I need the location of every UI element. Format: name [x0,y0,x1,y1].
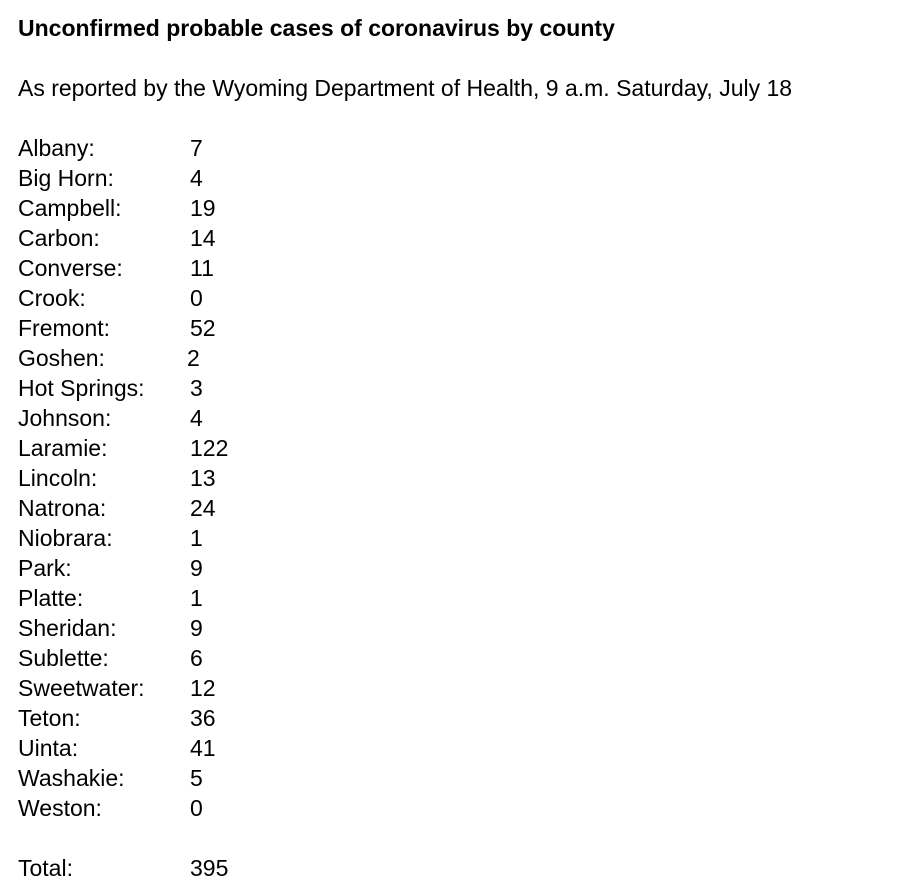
county-row [18,223,908,253]
county-row [18,313,908,343]
county-count: 12 [190,675,216,701]
county-row [18,373,908,403]
county-name: Goshen: [18,345,105,371]
county-count: 2 [187,345,200,371]
county-row [18,763,908,793]
county-count: 6 [190,645,203,671]
county-row [18,523,908,553]
document-title: Unconfirmed probable cases of coronavirus by county [18,15,615,41]
county-count: 7 [190,135,203,161]
county-count: 122 [190,435,229,461]
county-name: Converse: [18,255,123,281]
county-row [18,493,908,523]
county-count: 3 [190,375,203,401]
county-row [18,163,908,193]
county-row [18,673,908,703]
county-count: 11 [190,255,214,281]
total-row [18,853,908,883]
county-count: 1 [190,585,203,611]
county-name: Weston: [18,795,102,821]
county-name: Carbon: [18,225,100,251]
county-list [18,133,908,883]
county-name: Natrona: [18,495,107,521]
county-count: 0 [190,285,203,311]
county-row [18,553,908,583]
county-count: 13 [190,465,216,491]
county-count: 52 [190,315,216,341]
document [18,13,908,883]
county-row [18,733,908,763]
county-count: 0 [190,795,203,821]
county-count: 14 [190,225,216,251]
county-name: Laramie: [18,435,108,461]
county-count: 24 [190,495,216,521]
county-count: 4 [190,165,203,191]
county-row [18,643,908,673]
county-count: 4 [190,405,203,431]
county-row [18,403,908,433]
county-row [18,463,908,493]
document-subtitle: As reported by the Wyoming Department of Health, 9 a.m. Saturday, July 18 [18,75,793,101]
county-name: Albany: [18,135,95,161]
county-count: 9 [190,555,203,581]
county-name: Sheridan: [18,615,117,641]
county-row [18,193,908,223]
county-row [18,343,908,373]
county-name: Sweetwater: [18,675,145,701]
county-row [18,583,908,613]
county-count: 41 [190,735,216,761]
county-row [18,703,908,733]
county-name: Park: [18,555,72,581]
county-name: Campbell: [18,195,122,221]
county-name: Teton: [18,705,81,731]
county-row [18,613,908,643]
county-row [18,793,908,823]
county-name: Big Horn: [18,165,114,191]
county-row [18,433,908,463]
county-row [18,133,908,163]
county-name: Lincoln: [18,465,98,491]
county-count: 19 [190,195,216,221]
county-name: Washakie: [18,765,125,791]
total-label: Total: [18,855,73,881]
county-name: Crook: [18,285,86,311]
total-count: 395 [190,855,229,881]
county-count: 9 [190,615,203,641]
county-name: Niobrara: [18,525,113,551]
county-name: Fremont: [18,315,111,341]
county-name: Sublette: [18,645,109,671]
county-name: Johnson: [18,405,112,431]
county-count: 36 [190,705,216,731]
county-row [18,283,908,313]
county-name: Hot Springs: [18,375,145,401]
county-name: Uinta: [18,735,79,761]
county-row [18,253,908,283]
county-count: 1 [190,525,203,551]
county-name: Platte: [18,585,84,611]
county-count: 5 [190,765,203,791]
